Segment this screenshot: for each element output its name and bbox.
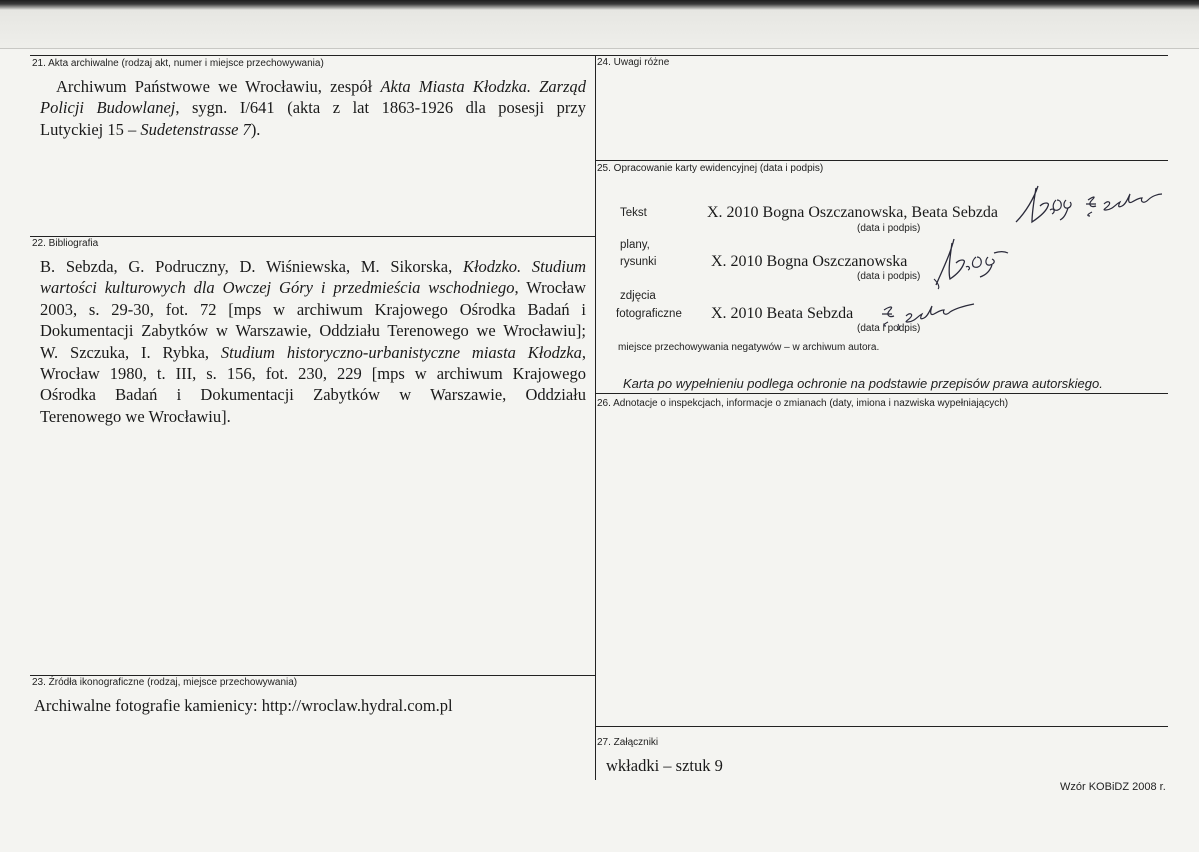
s22-line-7: Ośrodka Badań i Dokumentacji Zabytków w Warszawie, Oddziału xyxy=(40,385,586,405)
s22-line-5: W. Szczuka, I. Rybka, Studium historyczno-urbanistyczne miasta Kłodzka, xyxy=(40,342,586,362)
scan-top-edge xyxy=(0,0,1199,50)
plany-caption: (data i podpis) xyxy=(857,271,921,282)
column-divider xyxy=(595,55,596,780)
s21-line-3: Lutyckiej 15 – Sudetenstrasse 7). xyxy=(40,119,261,139)
zdjecia-value: X. 2010 Beata Sebzda xyxy=(711,305,854,322)
section-27-label: 27. Załączniki xyxy=(597,737,659,748)
signature-plany xyxy=(930,235,1020,290)
s21-line-1: Archiwum Państwowe we Wrocławiu, zespół Akta Miasta Kłodzka. Zarząd xyxy=(56,77,586,96)
section-27-text: wkładki – sztuk 9 xyxy=(606,756,723,775)
plany-value: X. 2010 Bogna Oszczanowska xyxy=(711,253,908,270)
section-21-text xyxy=(40,76,586,140)
s22-line-6: Wrocław 1980, t. III, s. 156, fot. 230, 229 [mps w archiwum Krajowego xyxy=(40,364,586,384)
tekst-value: X. 2010 Bogna Oszczanowska, Beata Sebzda xyxy=(707,204,999,221)
signature-tekst xyxy=(1012,182,1172,232)
s22-line-2: wartości kulturowych dla Owczej Góry i przedmieścia wschodniego, Wrocław xyxy=(40,278,586,298)
rule-22-23 xyxy=(30,675,595,676)
section-22-label: 22. Bibliografia xyxy=(32,238,99,249)
zdjecia-caption: (data i podpis) xyxy=(857,323,921,334)
section-25-label: 25. Opracowanie karty ewidencyjnej (data i podpis) xyxy=(597,163,824,174)
zdjecia-label: zdjęcia xyxy=(620,290,656,302)
rysunki-label: rysunki xyxy=(620,256,657,268)
top-rule xyxy=(30,55,1168,56)
tekst-caption: (data i podpis) xyxy=(857,223,921,234)
s22-line-4: Dokumentacji Zabytków w Warszawie, Oddziału Terenowego we Wrocławiu]; xyxy=(40,321,586,341)
negatives-note: miejsce przechowywania negatywów – w archiwum autora. xyxy=(618,342,880,353)
plany-label: plany, xyxy=(620,239,650,251)
fotograficzne-label: fotograficzne xyxy=(616,308,682,320)
rule-24-25 xyxy=(595,160,1168,161)
rule-21-22 xyxy=(30,236,595,237)
section-21-label: 21. Akta archiwalne (rodzaj akt, numer i miejsce przechowywania) xyxy=(32,58,324,69)
section-24-label: 24. Uwagi różne xyxy=(597,57,670,68)
s22-line-8: Terenowego we Wrocławiu]. xyxy=(40,406,231,426)
rule-26-27 xyxy=(595,726,1168,727)
signature-zdjecia xyxy=(876,300,986,332)
section-23-text: Archiwalne fotografie kamienicy: http://wroclaw.hydral.com.pl xyxy=(34,696,453,715)
s22-line-1: B. Sebzda, G. Podruczny, D. Wiśniewska, M. Sikorska, Kłodzko. Studium xyxy=(40,257,586,276)
template-version: Wzór KOBiDZ 2008 r. xyxy=(1060,781,1166,793)
section-23-label: 23. Źródła ikonograficzne (rodzaj, miejsce przechowywania) xyxy=(32,677,298,688)
s21-line-2: Policji Budowlanej, sygn. I/641 (akta z lat 1863-1926 dla posesji przy xyxy=(40,98,586,118)
s22-line-3: 2003, s. 29-30, fot. 72 [mps w archiwum Krajowego Ośrodka Badań i xyxy=(40,299,586,319)
tekst-label: Tekst xyxy=(620,207,647,219)
section-22-text xyxy=(40,256,586,427)
section-26-label: 26. Adnotacje o inspekcjach, informacje o zmianach (daty, imiona i nazwiska wypełniających) xyxy=(597,398,1009,409)
rule-25-26 xyxy=(595,393,1168,394)
copyright-note: Karta po wypełnieniu podlega ochronie na podstawie przepisów prawa autorskiego. xyxy=(623,376,1103,391)
